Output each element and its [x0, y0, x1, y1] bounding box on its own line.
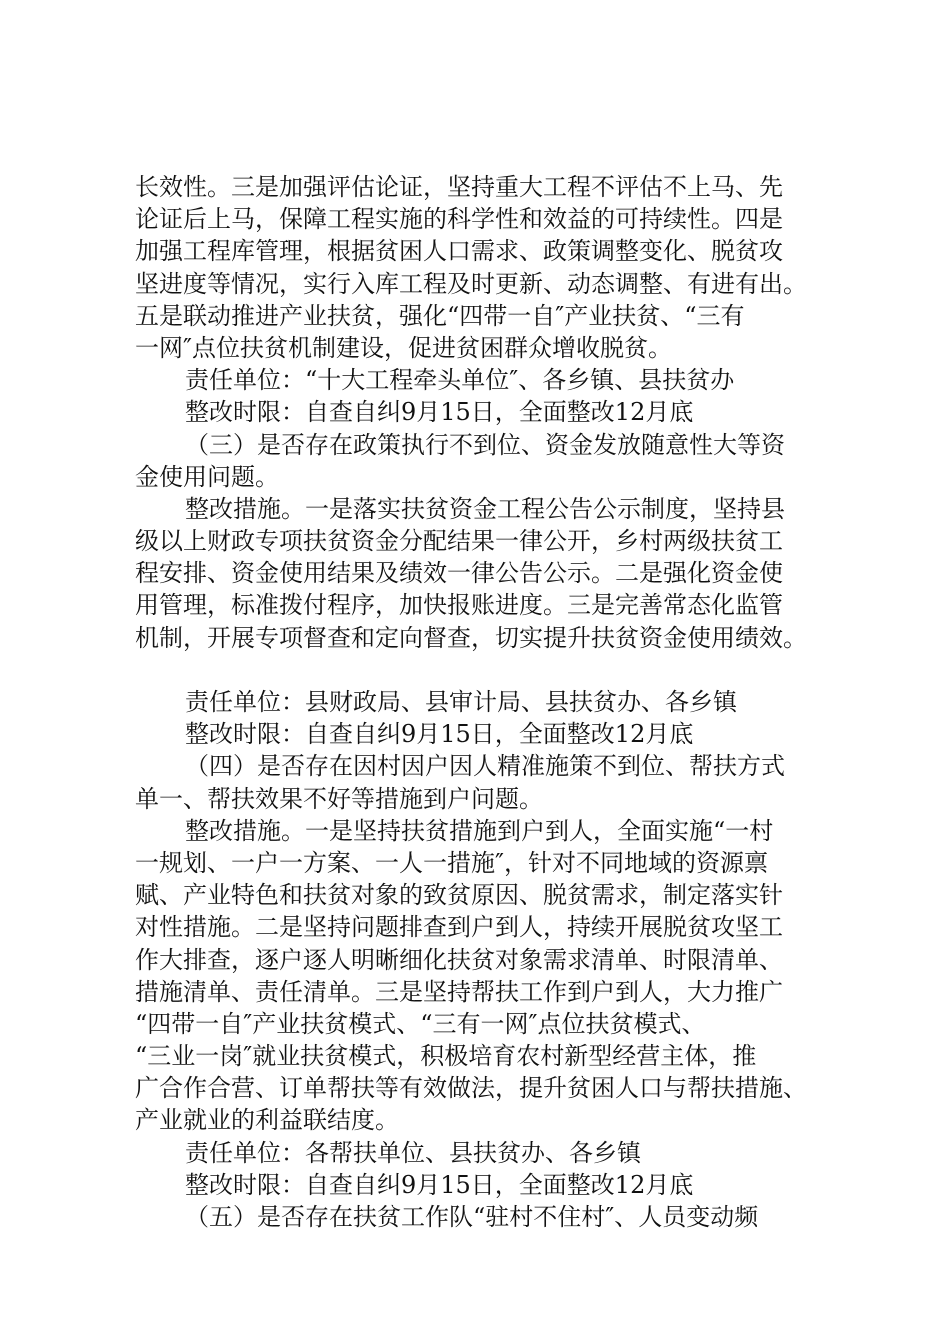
paragraph-line: 广合作合营、订单帮扶等有效做法，提升贫困人口与帮扶措施、 [135, 1074, 807, 1103]
paragraph-line: 产业就业的利益联结度。 [135, 1106, 399, 1135]
paragraph-line: 五是联动推进产业扶贫，强化“四带一自″产业扶贫、“三有 [135, 301, 745, 330]
paragraph-line: 赋、产业特色和扶贫对象的致贫原因、脱贫需求，制定落实针 [135, 881, 783, 910]
paragraph-line: 整改措施。一是落实扶贫资金工程公告公示制度，坚持县 [185, 494, 785, 523]
paragraph-line: 作大排查，逐户逐人明晰细化扶贫对象需求清单、时限清单、 [135, 945, 783, 974]
responsible-unit-line: 责任单位：“十大工程牵头单位″、各乡镇、县扶贫办 [185, 366, 735, 395]
paragraph-line: 整改措施。一是坚持扶贫措施到户到人，全面实施“一村 [185, 816, 774, 845]
paragraph-line: 程安排、资金使用结果及绩效一律公告公示。二是强化资金使 [135, 559, 783, 588]
section-heading-line: 金使用问题。 [135, 462, 279, 491]
paragraph-line: 加强工程库管理，根据贫困人口需求、政策调整变化、脱贫攻 [135, 237, 783, 266]
document-body [135, 171, 845, 1233]
paragraph-line: 措施清单、责任清单。三是坚持帮扶工作到户到人，大力推广 [135, 977, 783, 1006]
section-heading-line: （三）是否存在政策执行不到位、资金发放随意性大等资 [185, 430, 785, 459]
paragraph-line: 坚进度等情况，实行入库工程及时更新、动态调整、有进有出。 [135, 269, 807, 298]
deadline-line: 整改时限：自查自纠9月15日，全面整改12月底 [185, 720, 694, 749]
deadline-line: 整改时限：自查自纠9月15日，全面整改12月底 [185, 398, 694, 427]
paragraph-line: 长效性。三是加强评估论证，坚持重大工程不评估不上马、先 [135, 173, 783, 201]
paragraph-line: 论证后上马，保障工程实施的科学性和效益的可持续性。四是 [135, 205, 783, 234]
section-heading-line: （五）是否存在扶贫工作队“驻村不住村″、人员变动频 [185, 1203, 759, 1231]
paragraph-line: 一网″点位扶贫机制建设，促进贫困群众增收脱贫。 [135, 333, 672, 362]
paragraph-line: 对性措施。二是坚持问题排查到户到人，持续开展脱贫攻坚工 [135, 913, 783, 942]
section-heading-line: （四）是否存在因村因户因人精准施策不到位、帮扶方式 [185, 752, 785, 781]
paragraph-line: 机制，开展专项督查和定向督查，切实提升扶贫资金使用绩效。 [135, 623, 807, 652]
deadline-line: 整改时限：自查自纠9月15日，全面整改12月底 [185, 1170, 694, 1199]
section-heading-line: 单一、帮扶效果不好等措施到户问题。 [135, 784, 543, 813]
paragraph-line: 级以上财政专项扶贫资金分配结果一律公开，乡村两级扶贫工 [135, 527, 783, 556]
responsible-unit-line: 责任单位：县财政局、县审计局、县扶贫办、各乡镇 [185, 688, 737, 716]
paragraph-line: 用管理，标准拨付程序，加快报账进度。三是完善常态化监管 [135, 591, 783, 620]
paragraph-line: “三业一岗″就业扶贫模式，积极培育农村新型经营主体，推 [135, 1042, 757, 1071]
paragraph-line: 一规划、一户一方案、一人一措施″，针对不同地域的资源禀 [135, 848, 768, 877]
paragraph-line: “四带一自″产业扶贫模式、“三有一网″点位扶贫模式、 [135, 1009, 706, 1038]
responsible-unit-line: 责任单位：各帮扶单位、县扶贫办、各乡镇 [185, 1138, 641, 1167]
blank-line [135, 654, 845, 686]
